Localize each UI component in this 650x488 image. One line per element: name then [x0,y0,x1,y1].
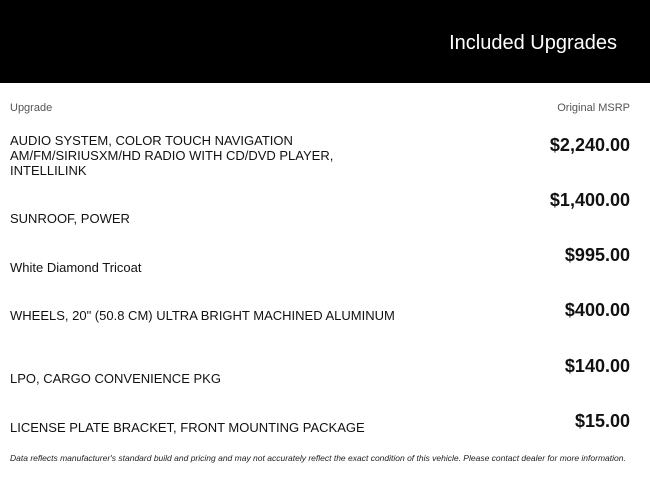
upgrade-name: LPO, CARGO CONVENIENCE PKG [10,371,221,386]
upgrade-price: $140.00 [564,356,630,376]
upgrade-name: White Diamond Tricoat [10,260,142,275]
upgrade-price: $1,400.00 [549,190,630,210]
upgrade-price: $995.00 [564,245,630,265]
column-header-msrp: Original MSRP [557,102,630,114]
upgrade-name: AUDIO SYSTEM, COLOR TOUCH NAVIGATION AM/FM/SIRIUSXM/HD RADIO WITH CD/DVD PLAYER, INTELLILINK [10,133,334,178]
upgrade-price: $15.00 [574,411,630,431]
header-bar [0,0,650,83]
page-title: Included Upgrades [449,32,617,54]
disclaimer-text: Data reflects manufacturer's standard build and pricing and may not accurately reflect the exact condition of this vehicle. Please contact dealer for more information. [10,453,626,463]
column-header-upgrade: Upgrade [10,102,53,114]
upgrade-price: $2,240.00 [549,135,630,155]
upgrade-name: SUNROOF, POWER [10,211,130,226]
upgrade-name: LICENSE PLATE BRACKET, FRONT MOUNTING PACKAGE [10,420,365,435]
upgrade-price: $400.00 [564,300,630,320]
upgrade-name: WHEELS, 20" (50.8 CM) ULTRA BRIGHT MACHINED ALUMINUM [10,308,395,323]
